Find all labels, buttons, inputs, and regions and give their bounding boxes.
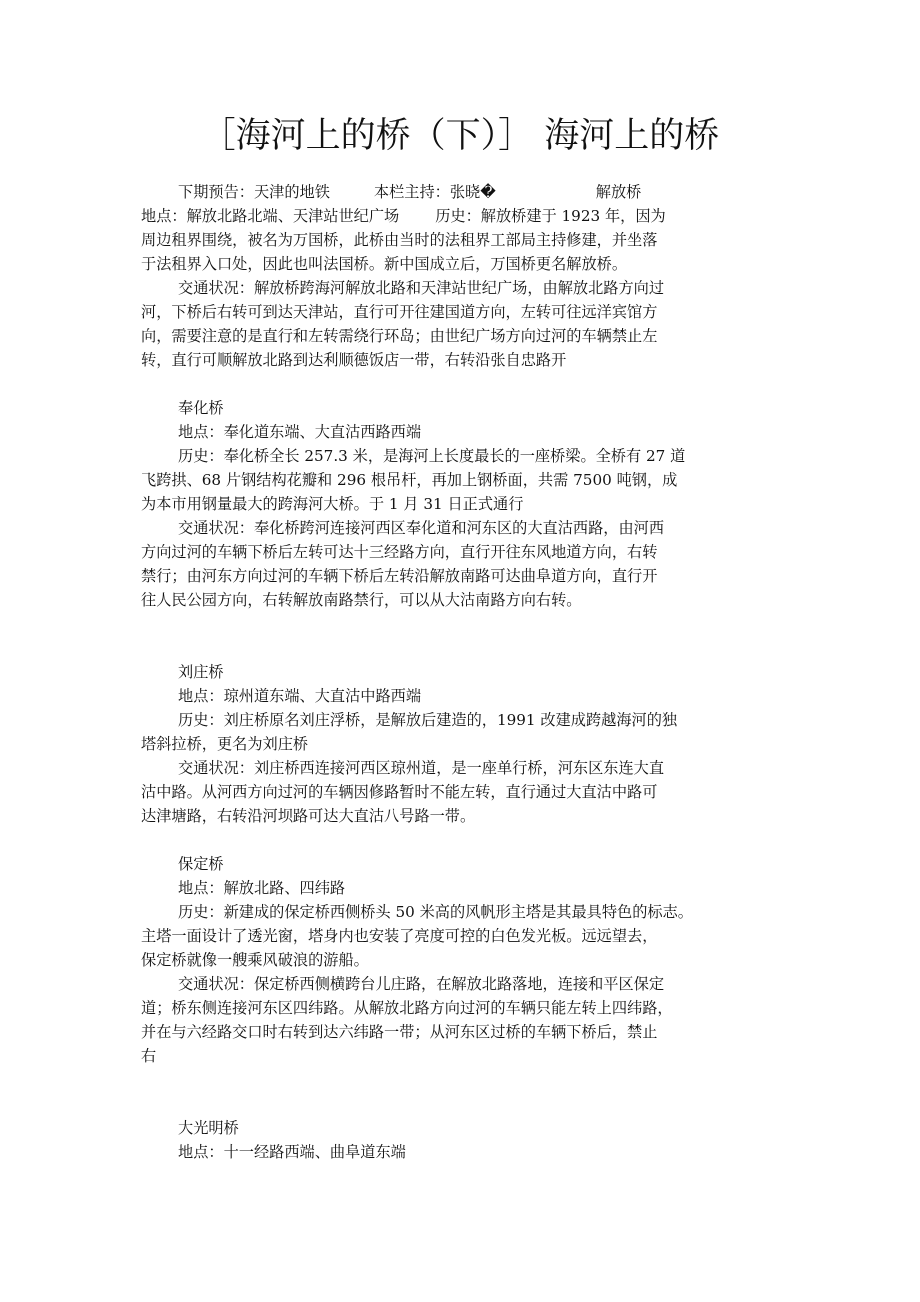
liuzhuang-location: 地点：琼州道东端、大直沽中路西端	[178, 687, 421, 705]
liuzhuang-traffic-line: 沽中路。从河西方向过河的车辆因修路暂时不能左转，直行通过大直沽中路可	[141, 783, 658, 801]
spacer	[141, 372, 801, 396]
fenghua-traffic-line: 交通状况：奉化桥跨河连接河西区奉化道和河东区的大直沽西路，由河西	[178, 519, 664, 537]
fenghua-history-line: 飞跨拱、68 片钢结构花瓣和 296 根吊杆，再加上钢桥面，共需 7500 吨钢，成	[141, 471, 678, 489]
baoding-history-line: 历史：新建成的保定桥西侧桥头 50 米高的风帆形主塔是其最具特色的标志。	[178, 903, 693, 921]
jiefang-history-line: 周边租界围绕，被名为万国桥，此桥由当时的法租界工部局主持修建，并坐落	[141, 231, 658, 249]
spacer	[141, 612, 801, 660]
fenghua-traffic-line: 方向过河的车辆下桥后左转可达十三经路方向，直行开往东风地道方向，右转	[141, 543, 658, 561]
bridge-name-baoding: 保定桥	[178, 855, 224, 873]
fenghua-traffic-line: 往人民公园方向，右转解放南路禁行，可以从大沽南路方向右转。	[141, 591, 582, 609]
spacer	[141, 828, 801, 852]
article-body	[141, 180, 801, 1164]
baoding-traffic-line: 道；桥东侧连接河东区四纬路。从解放北路方向过河的车辆只能左转上四纬路，	[141, 999, 673, 1017]
baoding-traffic-line: 右	[141, 1047, 157, 1065]
intro-line	[141, 180, 801, 204]
baoding-history-line: 主塔一面设计了透光窗，塔身内也安装了亮度可控的白色发光板。远远望去，	[141, 927, 658, 945]
fenghua-history-line: 历史：奉化桥全长 257.3 米，是海河上长度最长的一座桥梁。全桥有 27 道	[178, 447, 686, 465]
baoding-location: 地点：解放北路、四纬路	[178, 879, 346, 897]
column-host: 本栏主持：张晓�	[373, 183, 496, 201]
jiefang-history-start: 历史：解放桥建于 1923 年，因为	[435, 207, 666, 225]
liuzhuang-history-line: 塔斜拉桥，更名为刘庄桥	[141, 735, 309, 753]
page-title: ［海河上的桥（下）］ 海河上的桥	[200, 116, 720, 156]
jiefang-traffic-line: 河，下桥后右转可到达天津站，直行可开往建国道方向，左转可往远洋宾馆方	[141, 303, 658, 321]
jiefang-traffic-line: 向，需要注意的是直行和左转需绕行环岛；由世纪广场方向过河的车辆禁止左	[141, 327, 658, 345]
bridge-name-jiefang: 解放桥	[595, 183, 642, 201]
spacer	[141, 1068, 801, 1116]
liuzhuang-traffic-line: 达津塘路，右转沿河坝路可达大直沽八号路一带。	[141, 807, 476, 825]
fenghua-history-line: 为本市用钢量最大的跨海河大桥。于 1 月 31 日正式通行	[141, 495, 524, 513]
baoding-traffic-line: 并在与六经路交口时右转到达六纬路一带；从河东区过桥的车辆下桥后，禁止	[141, 1023, 658, 1041]
jiefang-location: 地点：解放北路北端、天津站世纪广场	[141, 207, 400, 225]
jiefang-location-line	[141, 204, 801, 228]
jiefang-traffic-line: 交通状况：解放桥跨海河解放北路和天津站世纪广场，由解放北路方向过	[178, 279, 664, 297]
fenghua-location: 地点：奉化道东端、大直沽西路西端	[178, 423, 421, 441]
bridge-name-fenghua: 奉化桥	[178, 399, 224, 417]
daguangming-location: 地点：十一经路西端、曲阜道东端	[178, 1143, 406, 1161]
bridge-name-daguangming: 大光明桥	[178, 1119, 239, 1137]
baoding-traffic-line: 交通状况：保定桥西侧横跨台儿庄路，在解放北路落地，连接和平区保定	[178, 975, 664, 993]
liuzhuang-history-line: 历史：刘庄桥原名刘庄浮桥，是解放后建造的，1991 改建成跨越海河的独	[178, 711, 678, 729]
liuzhuang-traffic-line: 交通状况：刘庄桥西连接河西区琼州道，是一座单行桥，河东区东连大直	[178, 759, 664, 777]
jiefang-traffic-line: 转，直行可顺解放北路到达利顺德饭店一带，右转沿张自忠路开	[141, 351, 567, 369]
fenghua-traffic-line: 禁行；由河东方向过河的车辆下桥后左转沿解放南路可达曲阜道方向，直行开	[141, 567, 658, 585]
jiefang-history-line: 于法租界入口处，因此也叫法国桥。新中国成立后，万国桥更名解放桥。	[141, 255, 627, 273]
bridge-name-liuzhuang: 刘庄桥	[178, 663, 224, 681]
next-preview: 下期预告：天津的地铁	[178, 183, 330, 201]
baoding-history-line: 保定桥就像一艘乘风破浪的游船。	[141, 951, 369, 969]
